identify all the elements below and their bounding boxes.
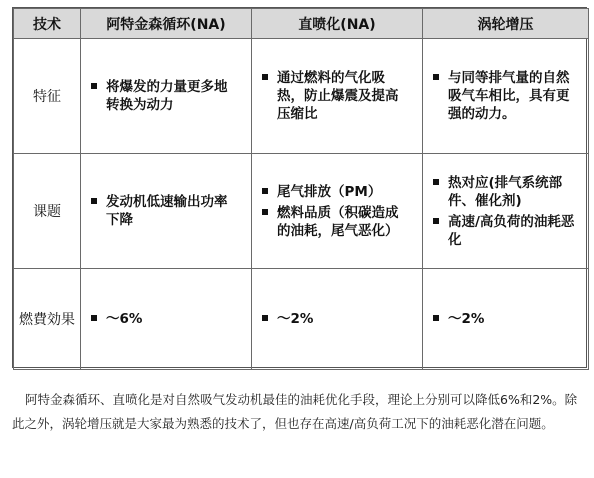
bullet-item <box>91 193 239 229</box>
square-bullet-icon <box>91 198 97 204</box>
cell-issues-atkinson <box>81 154 252 269</box>
bullet-text: ～2% <box>448 311 485 327</box>
cell-features-direct-injection <box>252 39 423 154</box>
bullet-item <box>91 78 239 114</box>
bullet-item <box>433 310 576 328</box>
bullet-text: 将爆发的力量更多地转换为动力 <box>106 79 228 113</box>
cell-issues-turbo <box>423 154 589 269</box>
bullet-text: 通过燃料的气化吸热，防止爆震及提高压缩比 <box>277 70 399 122</box>
header-atkinson-cycle: 阿特金森循环(NA) <box>81 9 252 39</box>
cell-features-atkinson <box>81 39 252 154</box>
square-bullet-icon <box>433 315 439 321</box>
square-bullet-icon <box>433 74 439 80</box>
square-bullet-icon <box>433 218 439 224</box>
bullet-text: ～2% <box>277 311 314 327</box>
cell-efficiency-turbo <box>423 269 589 370</box>
row-label-fuel-efficiency: 燃費効果 <box>14 269 81 370</box>
header-turbocharging: 涡轮增压 <box>423 9 589 39</box>
bullet-item <box>262 183 410 201</box>
cell-issues-direct-injection <box>252 154 423 269</box>
table-row-fuel-efficiency <box>14 269 589 370</box>
bullet-item <box>433 174 576 210</box>
bullet-item <box>433 69 576 123</box>
bullet-text: 高速/高负荷的油耗恶化 <box>448 213 575 248</box>
bullet-item <box>262 204 410 240</box>
bullet-text: ～6% <box>106 311 143 327</box>
square-bullet-icon <box>433 179 439 185</box>
cell-efficiency-atkinson <box>81 269 252 370</box>
square-bullet-icon <box>262 74 268 80</box>
square-bullet-icon <box>91 315 97 321</box>
bullet-item <box>262 69 410 123</box>
bullet-item <box>433 213 576 249</box>
square-bullet-icon <box>262 315 268 321</box>
bullet-item <box>262 310 410 328</box>
table-header-row <box>14 9 589 39</box>
cell-efficiency-direct-injection <box>252 269 423 370</box>
table-row-features <box>14 39 589 154</box>
caption-paragraph: 阿特金森循环、直喷化是对自然吸气发动机最佳的油耗优化手段，理论上分别可以降低6%和2%。除此之外，涡轮增压就是大家最为熟悉的技术了，但也存在高速/高负荷工况下的油耗恶化潜在问题。 <box>12 392 578 431</box>
square-bullet-icon <box>262 209 268 215</box>
bullet-item <box>91 310 239 328</box>
bullet-text: 热对应(排气系统部件、催化剂) <box>448 174 563 209</box>
header-technology: 技术 <box>14 9 81 39</box>
square-bullet-icon <box>91 83 97 89</box>
row-label-features: 特征 <box>14 39 81 154</box>
header-direct-injection: 直喷化(NA) <box>252 9 423 39</box>
bullet-text: 与同等排气量的自然吸气车相比，具有更强的动力。 <box>448 70 570 122</box>
engine-technology-comparison-table <box>13 8 589 370</box>
square-bullet-icon <box>262 188 268 194</box>
bullet-text: 发动机低速输出功率下降 <box>106 194 228 228</box>
bullet-text: 燃料品质（积碳造成的油耗，尾气恶化） <box>277 204 399 239</box>
cell-features-turbo <box>423 39 589 154</box>
row-label-issues: 课题 <box>14 154 81 269</box>
comparison-table-container <box>12 7 587 368</box>
bullet-text: 尾气排放（PM） <box>277 183 382 200</box>
table-row-issues <box>14 154 589 269</box>
